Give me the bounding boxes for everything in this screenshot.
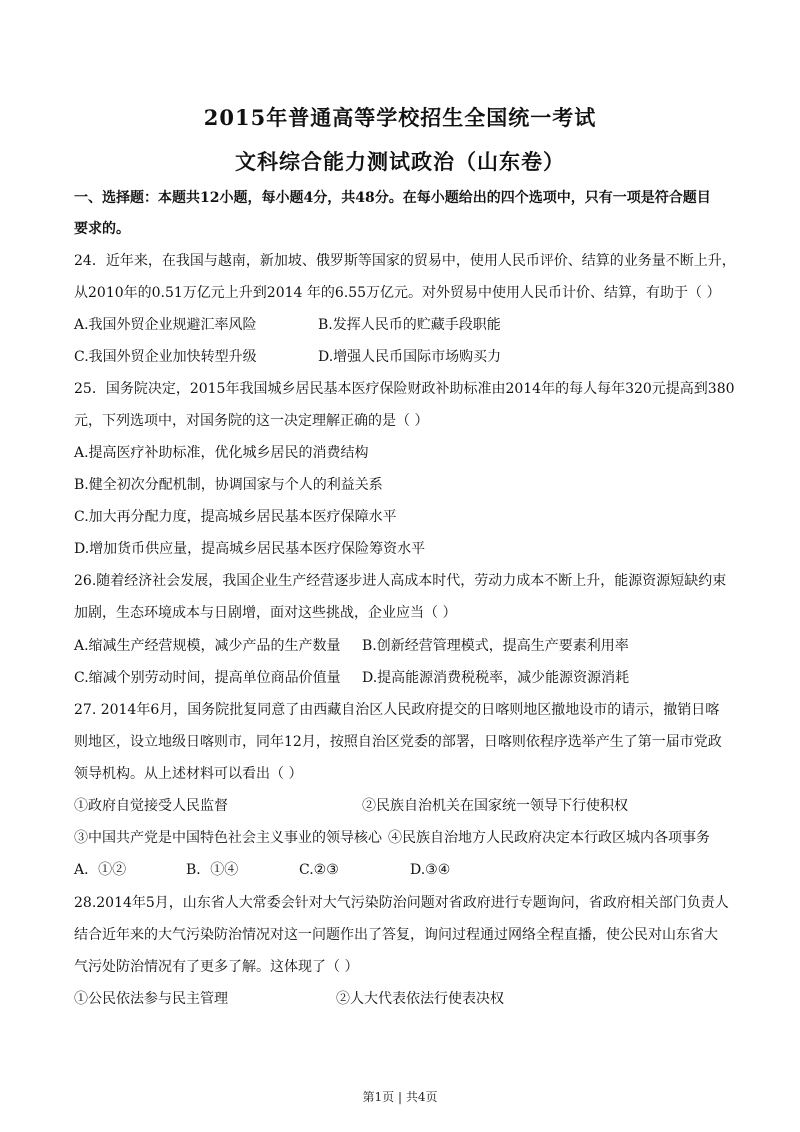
q27-statement-3: ③中国共产党是中国特色社会主义事业的领导核心 <box>74 830 382 846</box>
q24-stem-line1: 24．近年来，在我国与越南，新加坡、俄罗斯等国家的贸易中，使用人民币评价、结算的业务量不断上升， <box>74 253 736 269</box>
q26-option-d: D.提高能源消费税税率，减少能源资源消耗 <box>362 670 630 686</box>
page-footer: 第1页 | 共4页 <box>362 1090 438 1104</box>
page-subtitle: 文科综合能力测试政治（山东卷） <box>235 149 565 174</box>
q24-option-b: B.发挥人民币的贮藏手段职能 <box>318 317 501 333</box>
q25-option-b: B.健全初次分配机制，协调国家与个人的利益关系 <box>74 477 383 493</box>
q26-stem-line1: 26.随着经济社会发展，我国企业生产经营逐步进人高成本时代，劳动力成本不断上升，能源资源短缺约束 <box>74 573 727 589</box>
q26-option-c: C.缩减个别劳动时间，提高单位商品价值量 <box>74 670 341 686</box>
section-heading-line2: 要求的。 <box>74 221 130 237</box>
q28-stem-line2: 结合近年来的大气污染防治情况对这一问题作出了答复，询问过程通过网络全程直播，使公民对山东省大 <box>74 927 718 943</box>
q27-statement-1: ①政府自觉接受人民监督 <box>74 798 228 814</box>
q25-option-d: D.增加货币供应量，提高城乡居民基本医疗保险筹资水平 <box>74 541 426 557</box>
q26-stem-line2: 加剧，生态环境成本与日剧增，面对这些挑战，企业应当（ ） <box>74 605 457 621</box>
q27-option-c: C.②③ <box>299 862 339 878</box>
q28-statement-1: ①公民依法参与民主管理 <box>74 991 228 1007</box>
q24-option-a: A.我国外贸企业规避汇率风险 <box>74 317 257 333</box>
q28-statement-2: ②人大代表依法行使表决权 <box>336 991 504 1007</box>
q27-option-a: A．①② <box>74 862 127 878</box>
q26-option-b: B.创新经营管理模式，提高生产要素利用率 <box>362 638 629 654</box>
q27-stem-line3: 领导机构。从上述材料可以看出（ ） <box>74 766 303 782</box>
q26-option-a: A.缩减生产经营规模，减少产品的生产数量 <box>74 638 341 654</box>
q25-stem-line2: 元，下列选项中，对国务院的这一决定理解正确的是（ ） <box>74 413 429 429</box>
section-heading-line1: 一、选择题：本题共12小题，每小题4分，共48分。在每小题给出的四个选项中，只有一项是符合题目 <box>74 190 711 206</box>
q28-stem-line3: 气污处防治情况有了更多了解。这体现了（ ） <box>74 959 359 975</box>
q27-statement-2: ②民族自治机关在国家统一领导下行使积权 <box>362 798 628 814</box>
q28-stem-line1: 28.2014年5月，山东省人大常委会针对大气污染防治问题对省政府进行专题询问，省政府相关部门负责人 <box>74 895 729 911</box>
q27-statement-4: ④民族自治地方人民政府决定本行政区城内各项事务 <box>388 830 710 846</box>
q27-option-b: B．①④ <box>186 862 239 878</box>
q27-stem-line1: 27. 2014年6月，国务院批复同意了由西藏自治区人民政府提交的日喀则地区撤地设市的请示，撤销日喀 <box>74 702 720 718</box>
q25-option-c: C.加大再分配力度，提高城乡居民基本医疗保障水平 <box>74 509 397 525</box>
q25-stem-line1: 25．国务院决定，2015年我国城乡居民基本医疗保险财政补助标准由2014年的每人每年320元提高到380 <box>74 381 735 397</box>
q24-option-d: D.增强人民币国际市场购买力 <box>318 349 502 365</box>
q27-stem-line2: 则地区，设立地级日喀则市，同年12月，按照自治区党委的部署，日喀则依程序选举产生了第一届市党政 <box>74 734 722 750</box>
q27-option-d: D.③④ <box>410 862 451 878</box>
q25-option-a: A.提高医疗补助标准，优化城乡居民的消费结构 <box>74 445 369 461</box>
page-title: 2015年普通高等学校招生全国统一考试 <box>203 105 597 130</box>
q24-stem-line2: 从2010年的0.51万亿元上升到2014 年的6.55万亿元。对外贸易中使用人民币计价、结算，有助于（ ） <box>74 285 721 301</box>
q24-option-c: C.我国外贸企业加快转型升级 <box>74 349 257 365</box>
